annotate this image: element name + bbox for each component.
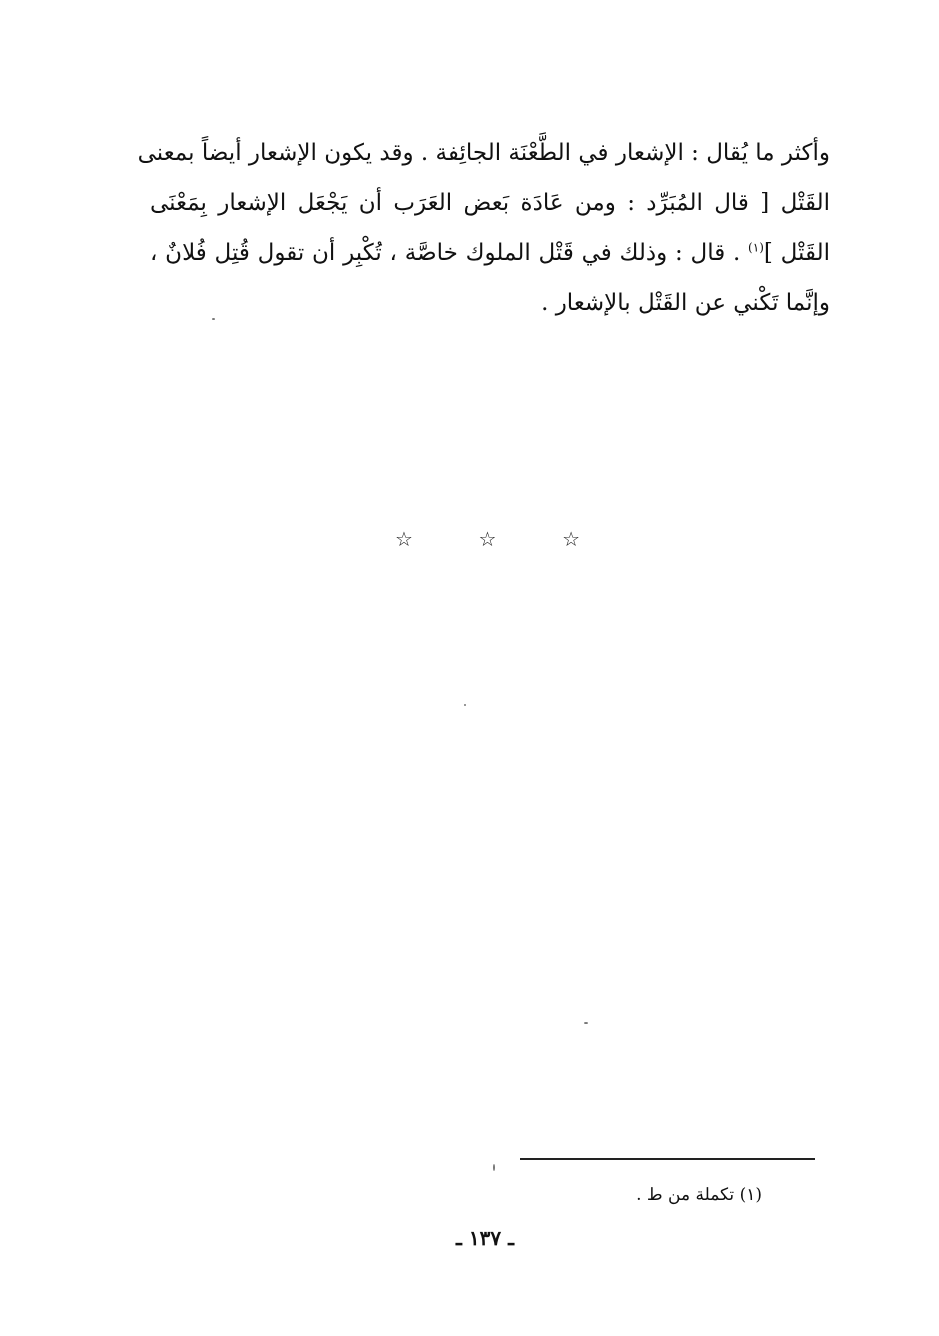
footnote: (١) تكملة من ط . [636,1185,762,1205]
page-number: ـ ١٣٧ ـ [456,1226,514,1250]
text-line-3-rest: . قال : وذلك في قَتْل الملوك خاصَّة ، تُكْبِر أن تقول قُتِل فُلانٌ ، [150,240,749,266]
star-icon: ☆ [395,527,413,551]
footnote-separator [520,1158,815,1160]
scan-speck [212,318,215,320]
scan-speck [464,704,466,706]
text-line-3-start: القَتْل ] [763,240,830,266]
text-line-2: القَتْل [ قال المُبَرِّد : ومن عَادَة بَعض العَرَب أن يَجْعَل الإشعار بِمَعْنَى [150,190,830,216]
star-icon: ☆ [562,527,580,551]
text-line-4: وإنَّما تَكْني عن القَتْل بالإشعار . [541,290,830,316]
section-divider [395,527,580,551]
scan-speck [493,1164,495,1171]
text-line-1: وأكثر ما يُقال : الإشعار في الطَّعْنَة الجائِفة . وقد يكون الإشعار أيضاً بمعنى [137,140,830,166]
star-icon: ☆ [478,527,497,551]
scan-speck [584,1022,588,1024]
footnote-reference[interactable]: (١) [748,240,764,255]
main-paragraph [137,128,830,328]
text-line-3 [150,228,830,278]
